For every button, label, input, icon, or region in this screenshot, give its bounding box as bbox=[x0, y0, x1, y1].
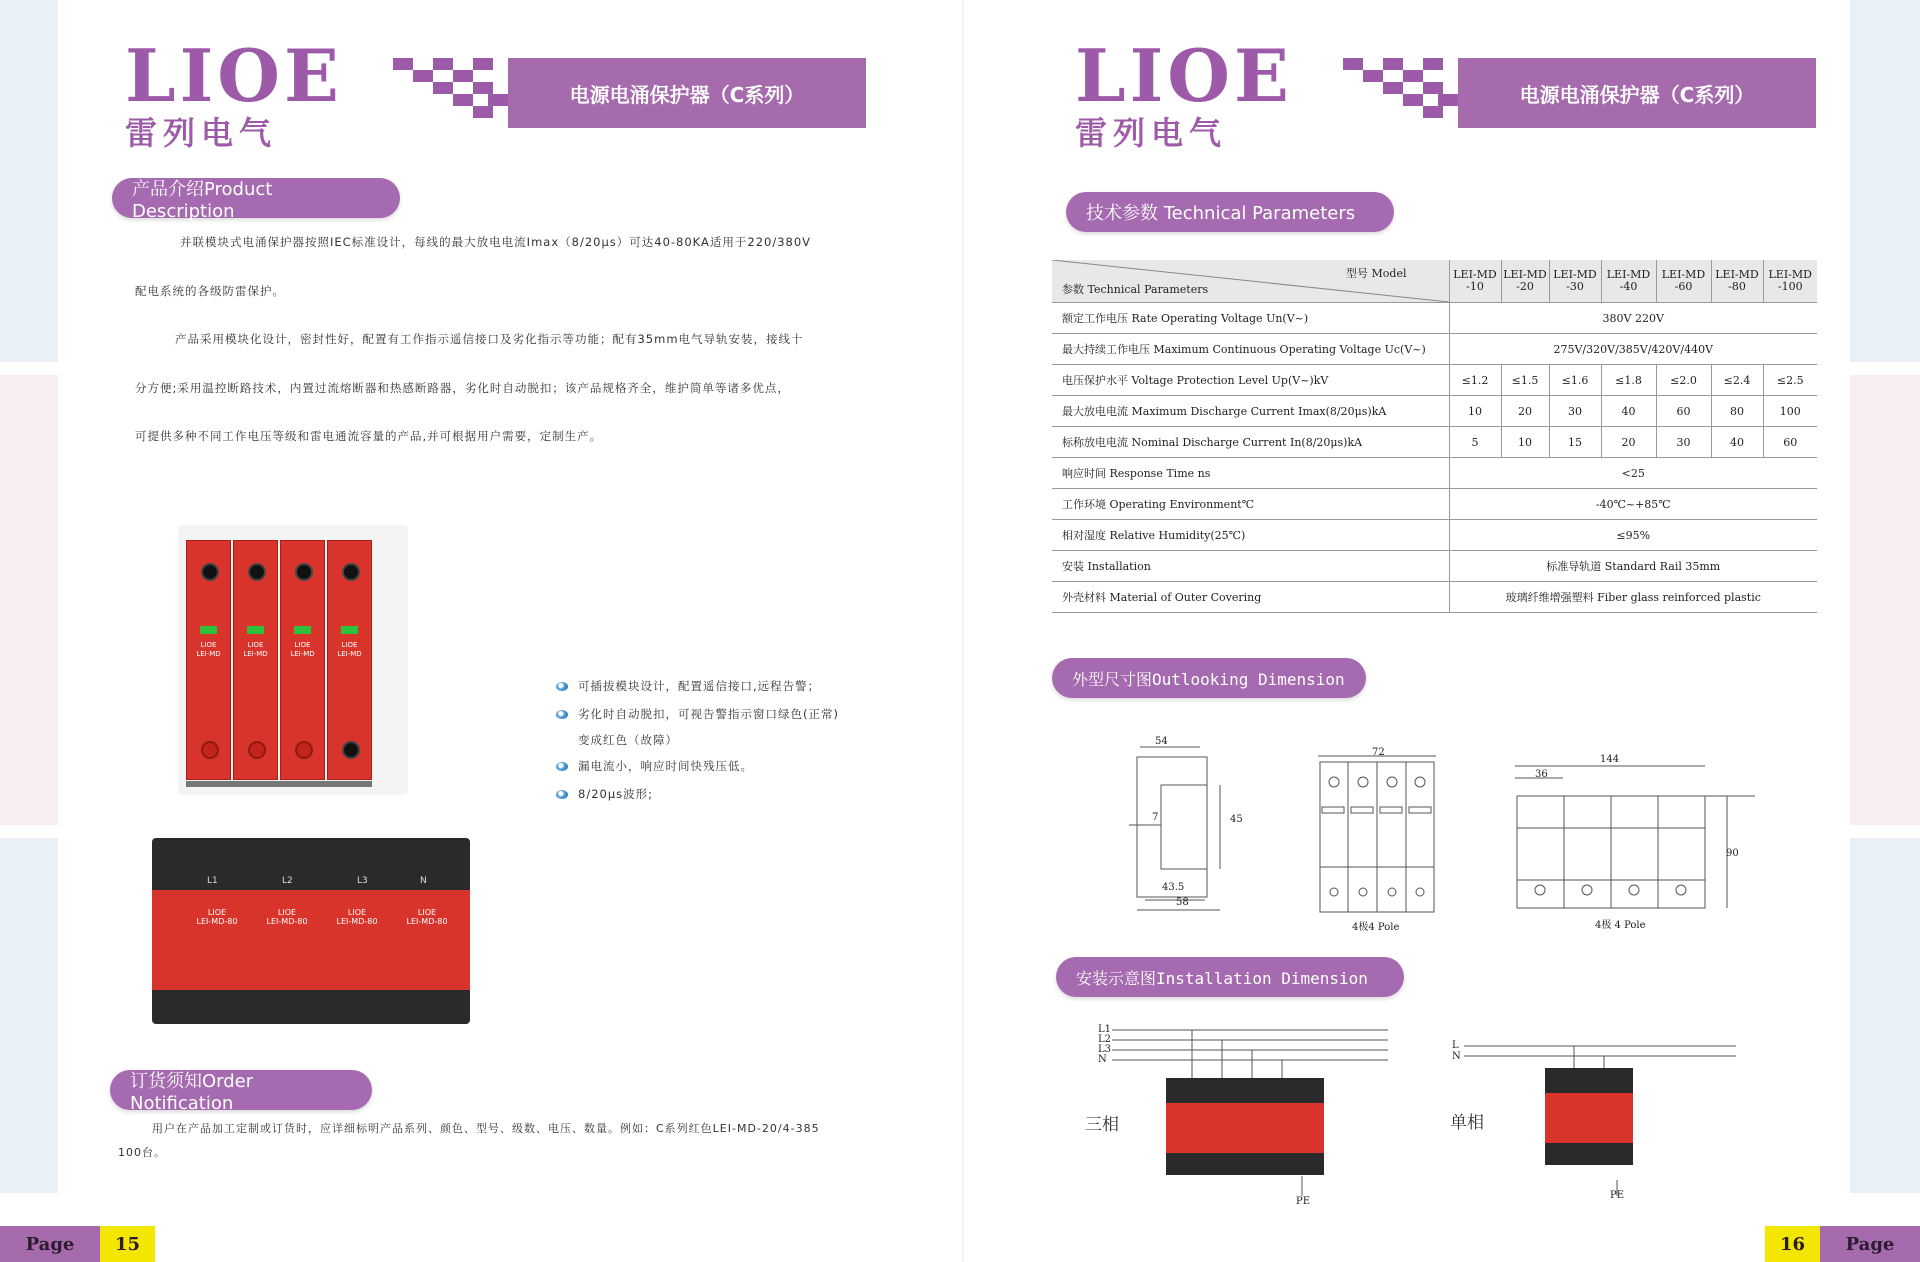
description-line: 可提供多种不同工作电压等级和雷电通流容量的产品,并可根据用户需要，定制生产。 bbox=[135, 429, 603, 443]
checker-pattern bbox=[393, 58, 508, 128]
terminal-label: L2 bbox=[282, 876, 293, 886]
dim-label: 72 bbox=[1372, 747, 1385, 758]
terminal-label: L1 bbox=[207, 876, 218, 886]
description-line: 并联模块式电涌保护器按照IEC标准设计，每线的最大放电电流Imax（8/20μs）可达40-80KA适用于220/380V bbox=[180, 235, 812, 249]
model-header: LEI-MD -40 bbox=[1601, 260, 1656, 303]
section-install-title bbox=[1056, 957, 1404, 997]
model-header: LEI-MD -30 bbox=[1549, 260, 1601, 303]
model-header: LEI-MD -80 bbox=[1711, 260, 1763, 303]
product-image-upright: LIOE LEI-MD LIOE LEI-MD LIOE LEI-MD LIOE LEI-MD bbox=[178, 525, 408, 795]
three-phase-device bbox=[1166, 1078, 1324, 1178]
bullet-icon bbox=[556, 710, 568, 719]
dim-label: 36 bbox=[1535, 769, 1548, 780]
header-banner bbox=[508, 58, 866, 128]
table-row: 安装 Installation 标准导轨道 Standard Rail 35mm bbox=[1052, 551, 1817, 582]
header-title: 电源电涌保护器（C系列） bbox=[1519, 82, 1755, 107]
section-title-text: 技术参数 Technical Parameters bbox=[1086, 203, 1356, 224]
drawing-caption: 4极4 Pole bbox=[1352, 922, 1400, 933]
header-banner bbox=[1458, 58, 1816, 128]
drawing-caption: 4极 4 Pole bbox=[1595, 920, 1646, 931]
section-tech-title bbox=[1066, 192, 1394, 232]
right-edge-strip bbox=[1850, 0, 1920, 362]
model-header: LEI-MD -100 bbox=[1763, 260, 1817, 303]
pe-label: PE bbox=[1296, 1196, 1311, 1207]
tech-params-table bbox=[1052, 260, 1817, 613]
description-line: 产品采用模块化设计，密封性好，配置有工作指示遥信接口及劣化指示等功能；配有35mm电气导轨安装，接线十 bbox=[175, 332, 804, 346]
corner-param-label: 参数 Technical Parameters bbox=[1062, 283, 1209, 296]
section-title-text: 订货须知Order Notification bbox=[130, 1070, 254, 1114]
table-row: 额定工作电压 Rate Operating Voltage Un(V~) 380V 220V bbox=[1052, 303, 1817, 334]
logo-latin: LIOE bbox=[125, 33, 343, 118]
page-number-tab: 16 bbox=[1765, 1226, 1820, 1262]
dim-label: 54 bbox=[1155, 736, 1168, 747]
description-line: 分方便;采用温控断路技术，内置过流熔断器和热感断路器，劣化时自动脱扣；该产品规格齐全，维护简单等诸多优点， bbox=[135, 381, 790, 395]
pe-label: PE bbox=[1610, 1190, 1625, 1201]
logo-chinese: 雷列电气 bbox=[1075, 114, 1228, 152]
table-row: 标称放电电流 Nominal Discharge Current In(8/20μs)kA 5 10 15 20 30 40 60 bbox=[1052, 427, 1817, 458]
feature-item: 漏电流小，响应时间快残压低。 bbox=[556, 758, 753, 774]
table-row: 相对湿度 Relative Humidity(25℃) ≤95% bbox=[1052, 520, 1817, 551]
table-row: 最大放电电流 Maximum Discharge Current Imax(8/20μs)kA 10 20 30 40 60 80 100 bbox=[1052, 396, 1817, 427]
header-title: 电源电涌保护器（C系列） bbox=[569, 82, 805, 107]
bullet-icon bbox=[556, 790, 568, 799]
feature-item: 变成红色（故障） bbox=[578, 733, 678, 747]
table-row: 工作环境 Operating Environment℃ -40℃~+85℃ bbox=[1052, 489, 1817, 520]
terminal-label: N bbox=[420, 876, 427, 886]
page-label-tab: Page bbox=[0, 1226, 100, 1262]
single-phase-label: 单相 bbox=[1450, 1113, 1484, 1133]
line-label: L bbox=[1452, 1040, 1459, 1051]
model-header: LEI-MD -10 bbox=[1449, 260, 1501, 303]
section-description-title bbox=[112, 178, 400, 222]
left-edge-strip bbox=[0, 375, 58, 825]
front-view-drawing bbox=[1318, 752, 1436, 914]
product-image-horizontal: L1 L2 L3 N LIOE LEI-MD-80 LIOE LEI-MD-80 LIOE LEI-MD-80 LIOE LEI-MD-80 bbox=[152, 838, 470, 1038]
page-gutter bbox=[962, 0, 964, 1262]
order-text-line: 用户在产品加工定制或订货时，应详细标明产品系列、颜色、型号、级数、电压、数量。例如：C系列红色LEI-MD-20/4-385 bbox=[152, 1122, 820, 1135]
dim-label: 90 bbox=[1726, 848, 1739, 859]
feature-item: 可插拔模块设计，配置遥信接口,远程告警； bbox=[556, 678, 820, 694]
logo-latin: LIOE bbox=[1075, 33, 1293, 118]
bullet-icon bbox=[556, 682, 568, 691]
three-phase-label: 三相 bbox=[1085, 1115, 1119, 1135]
section-order-title bbox=[110, 1070, 372, 1114]
section-title-text: 安装示意图Installation Dimension bbox=[1076, 968, 1368, 988]
section-title-text: 外型尺寸图Outlooking Dimension bbox=[1072, 669, 1345, 689]
table-row: 最大持续工作电压 Maximum Continuous Operating Voltage Uc(V~) 275V/320V/385V/420V/440V bbox=[1052, 334, 1817, 365]
terminal-label: L3 bbox=[357, 876, 368, 886]
company-logo bbox=[1075, 33, 1293, 152]
feature-item: 劣化时自动脱扣，可视告警指示窗口绿色(正常) bbox=[556, 706, 839, 722]
feature-item: 8/20μs波形; bbox=[556, 786, 653, 802]
checker-pattern bbox=[1343, 58, 1458, 128]
dim-label: 144 bbox=[1600, 754, 1620, 765]
dim-label: 58 bbox=[1176, 897, 1189, 908]
company-logo bbox=[125, 33, 343, 152]
corner-model-label: 型号 Model bbox=[1346, 267, 1407, 280]
description-line: 配电系统的各级防雷保护。 bbox=[135, 284, 285, 298]
table-row: 响应时间 Response Time ns <25 bbox=[1052, 458, 1817, 489]
left-edge-strip bbox=[0, 838, 58, 1193]
logo-chinese: 雷列电气 bbox=[125, 114, 278, 152]
model-header: LEI-MD -60 bbox=[1656, 260, 1711, 303]
dim-label: 7 bbox=[1152, 812, 1159, 823]
line-label: L2 bbox=[1098, 1034, 1112, 1045]
left-edge-strip bbox=[0, 0, 58, 362]
table-row: 电压保护水平 Voltage Protection Level Up(V~)kV ≤1.2 ≤1.5 ≤1.6 ≤1.8 ≤2.0 ≤2.4 ≤2.5 bbox=[1052, 365, 1817, 396]
side-view-drawing bbox=[1125, 735, 1245, 915]
page-number-tab: 15 bbox=[100, 1226, 155, 1262]
line-label: L3 bbox=[1098, 1044, 1112, 1055]
single-phase-device bbox=[1545, 1068, 1633, 1168]
table-header-row bbox=[1052, 260, 1817, 303]
section-outline-title bbox=[1052, 658, 1366, 698]
line-label: L1 bbox=[1098, 1024, 1112, 1035]
right-edge-strip bbox=[1850, 838, 1920, 1193]
dim-label: 43.5 bbox=[1162, 882, 1185, 893]
dim-label: 45 bbox=[1230, 814, 1243, 825]
line-label: N bbox=[1452, 1051, 1461, 1062]
model-header: LEI-MD -20 bbox=[1501, 260, 1549, 303]
bullet-icon bbox=[556, 762, 568, 771]
order-text-line: 100台。 bbox=[118, 1146, 166, 1159]
section-title-text: 产品介绍Product Description bbox=[132, 178, 273, 222]
table-row: 外壳材料 Material of Outer Covering 玻璃纤维增强塑料 Fiber glass reinforced plastic bbox=[1052, 582, 1817, 613]
page-label-tab: Page bbox=[1820, 1226, 1920, 1262]
line-label: N bbox=[1098, 1054, 1107, 1065]
right-edge-strip bbox=[1850, 375, 1920, 825]
front-view-drawing-wide bbox=[1515, 760, 1755, 912]
